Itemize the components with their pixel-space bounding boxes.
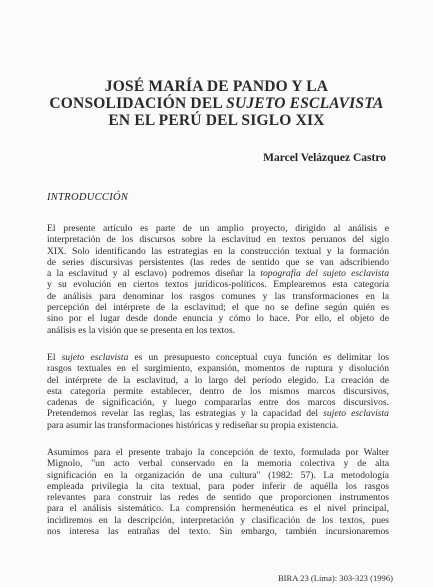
title-line-2-italic: SUJETO ESCLAVISTA: [226, 95, 384, 112]
paragraph-line: cadenas de significación, y luego compararlas entre dos marcos discursivos.: [47, 397, 389, 409]
author-name: Marcel Velázquez Castro: [263, 152, 386, 164]
article-title-line-2: [40, 95, 393, 112]
page-footer-citation: BIRA 23 (Lima): 303-323 (1996): [277, 573, 393, 583]
paragraph-line: percepción del intérprete de la esclavitud; el que no se define según quién es: [47, 302, 389, 314]
section-heading: INTRODUCCIÓN: [47, 192, 129, 203]
paragraph-line: [47, 352, 389, 363]
paragraph-line: significación en la organización de una cultura" (1982: 57). La metodología: [47, 469, 389, 481]
paragraph-line: y su evolución en ciertos textos jurídicos-políticos. Emplearemos esta categoría: [47, 279, 389, 291]
paragraph-line: análisis es la visión que se presenta en los textos.: [47, 324, 236, 336]
article-title-line-1: JOSÉ MARÍA DE PANDO Y LA: [104, 78, 329, 95]
paragraph-line: del intérprete de la esclavitud, a lo largo del período elegido. La creación de: [47, 374, 389, 386]
paragraph-3: [47, 447, 389, 537]
paragraph-line: esta categoría permite establecer, dentro de los mismos marcos discursivos,: [47, 385, 389, 397]
paragraph-line: interpretación de los discursos sobre la esclavitud en textos peruanos del siglo: [47, 234, 389, 246]
paragraph-line: [47, 408, 389, 419]
paragraph-line-text: El: [47, 352, 62, 363]
paragraph-line: de análisis para denominar los rasgos comunes y las transformaciones en la: [47, 290, 389, 302]
paragraph-line: Mignolo, "un acto verbal conservado en la memoria colectiva y de alta: [47, 458, 389, 470]
paragraph-line: para el análisis sistemático. La comprensión hermenéutica es el nivel principal,: [47, 503, 389, 515]
paragraph-2: [47, 352, 389, 431]
paragraph-line: incidiremos en la descripción, interpretación y clasificación de los textos, pues: [47, 514, 389, 526]
paragraph-1: [47, 223, 389, 336]
paragraph-line: [47, 268, 389, 279]
paragraph-line: El presente artículo es parte de un amplio proyecto, dirigido al análisis e: [47, 223, 389, 234]
paragraph-line: Asumimos para el presente trabajo la concepción de texto, formulada por Walter: [47, 447, 389, 458]
paragraph-line-italic: sujeto esclavista: [323, 408, 389, 420]
paragraph-line-italic: topografía del sujeto esclavista: [260, 268, 389, 280]
paragraph-line-italic: sujeto esclavista: [61, 352, 129, 363]
paragraph-line: relevantes para construir las redes de sentido que proporcionen instrumentos: [47, 492, 389, 504]
paragraph-line: sino por el lugar desde donde enuncia y cómo lo hace. Por ello, el objeto de: [47, 313, 389, 325]
paragraph-line: para asumir las transformaciones históricas y rediseñar su propia existencia.: [47, 419, 339, 431]
title-line-2-text: CONSOLIDACIÓN DEL: [49, 95, 227, 112]
paragraph-line: XIX. Solo identificando las estrategias en la construcción textual y la formación: [47, 245, 389, 257]
paragraph-line: rasgos textuales en el surgimiento, expansión, momentos de ruptura y disolución: [47, 363, 389, 375]
paragraph-line-text: a la esclavitud y al esclavo) podremos diseñar la: [47, 268, 261, 280]
paragraph-line: empleada privilegia la cita textual, para poder inferir de aquélla los rasgos: [47, 480, 389, 492]
paragraph-line: de series discursivas persistentes (las redes de sentido que se van adscribiendo: [47, 256, 389, 268]
paragraph-line: nos interesa las entrañas del texto. Sin embargo, también incursionaremos: [47, 526, 389, 538]
article-title-line-3: EN EL PERÚ DEL SIGLO XIX: [108, 112, 325, 129]
paragraph-line-text: es un presupuesto conceptual cuya función es delimitar los: [128, 352, 389, 363]
paragraph-line-text: Pretendemos revelar las reglas, las estrategias y la capacidad del: [47, 408, 324, 420]
